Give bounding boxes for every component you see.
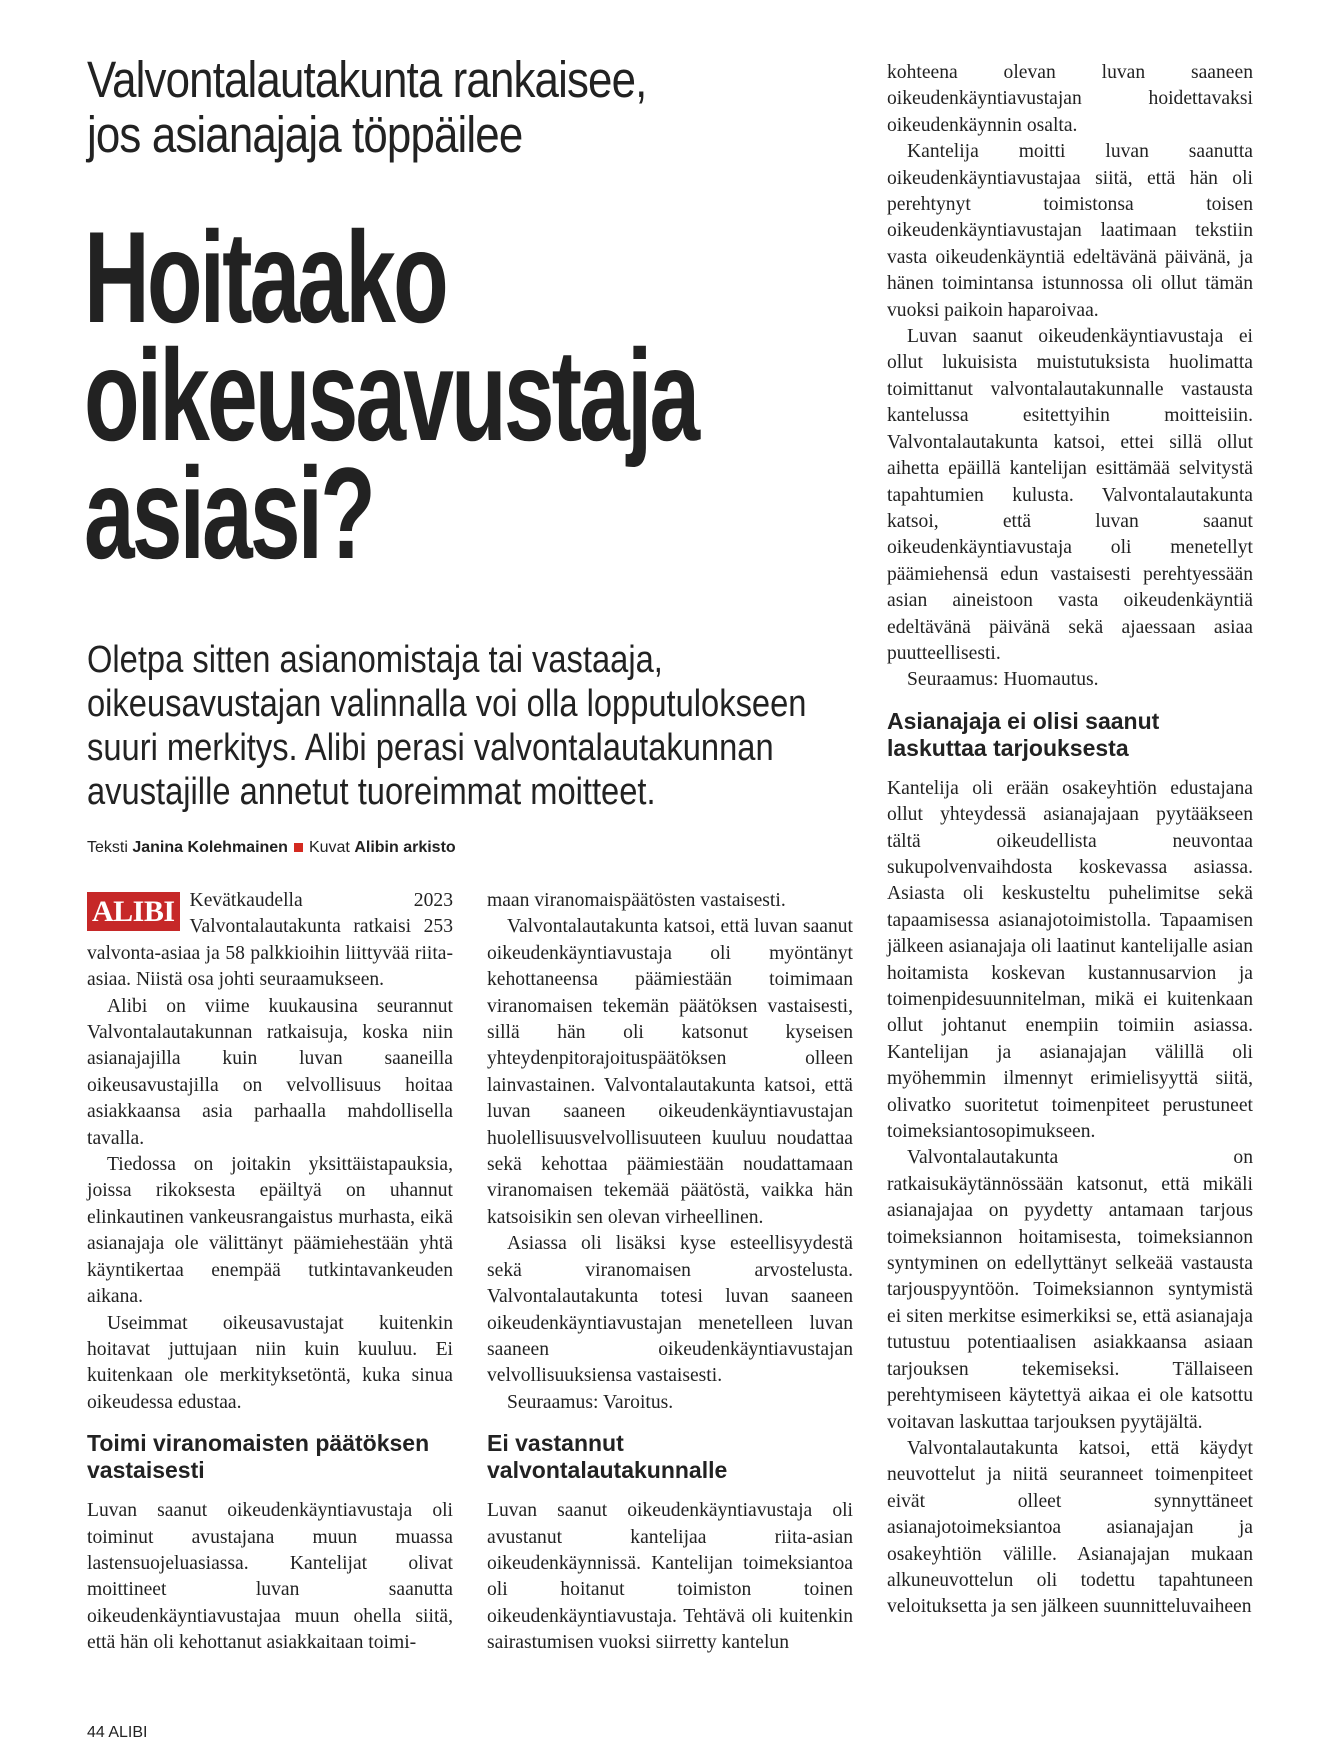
- subheading: Ei vastannut valvontalautakunnalle: [487, 1430, 728, 1484]
- subheading: Asianajaja ei olisi saanut laskuttaa tarjouksesta: [887, 707, 1160, 761]
- paragraph: Seuraamus: Huomautus.: [907, 669, 1099, 691]
- page-footer: 44 ALIBI: [87, 1724, 148, 1741]
- lede-line-2: oikeusavustajan valinnalla voi olla lopputulokseen: [87, 683, 807, 725]
- subheading: Toimi viranomaisten päätöksen vastaisesti: [87, 1430, 430, 1484]
- column-2: [487, 888, 853, 1657]
- paragraph: Valvontalautakunta katsoi, että luvan saanut oikeudenkäyntiavustaja oli myöntänyt kehottaneensa päämiestään toimimaan viranomaisen tekemän päätöksen vastaisesti, sillä hän oli katsonut kyseisen yhteydenpitorajoituspäätöksen olleen lainvastainen. Valvontalautakunta katsoi, että luvan saaneen oikeudenkäyntiavustajan huolellisuusvelvollisuuteen kuuluu noudattaa sekä kehottaa päämiestään noudattamaan viranomaisen tekemää päätöstä, vaikka hän katsoisikin sen olevan virheellinen.: [487, 916, 853, 1228]
- column-3: [887, 60, 1253, 1621]
- lede-line-3: suuri merkitys. Alibi perasi valvontalautakunnan: [87, 727, 774, 769]
- headline-line-1: Hoitaako: [84, 204, 446, 350]
- paragraph: maan viranomaispäätösten vastaisesti.: [487, 890, 786, 911]
- paragraph: Valvontalautakunta on ratkaisukäytännössään katsonut, että mikäli asianajajaa on pyydetty antamaan tarjous toimeksiannon hoitamisesta, toimeksiannon syntyminen on edellyttänyt selkeää vastausta tarjouspyyntöön. Toimeksiannon syntymistä ei siten merkitse esimerkiksi se, että asianajaja tutustuu potentiaalisen asiakkaansa asiaan tarjouksen tekemiseksi. Tällaiseen perehtymiseen käytettyä aikaa ei ole katsottu voitavan laskuttaa tarjouksen pyytäjältä.: [887, 1147, 1253, 1433]
- paragraph: Useimmat oikeusavustajat kuitenkin hoitavat juttujaan niin kuin kuuluu. Ei kuitenkaan ole merkityksetöntä, kuka sinua oikeudessa edustaa.: [87, 1312, 453, 1413]
- paragraph: Valvontalautakunta katsoi, että käydyt neuvottelut ja niitä seuranneet toimenpiteet eivät olleet synnyttäneet asianajotoimeksiantoa asianajajan ja osakeyhtiön välille. Asianajajan mukaan alkuneuvottelun oli todettu tapahtuneen veloituksetta ja sen jälkeen suunnitteluvaiheen: [887, 1437, 1253, 1618]
- paragraph: Tiedossa on joitakin yksittäistapauksia, joissa rikoksesta epäiltyä on uhannut elinkautinen vankeusrangaistus murhasta, eikä asianajaja ole välittänyt päämiehestään yhtä käyntikertaa enempää tutkintavankeuden aikana.: [87, 1154, 453, 1308]
- byline-photo-source: Alibin arkisto: [354, 839, 456, 856]
- paragraph: Luvan saanut oikeudenkäyntiavustaja oli avustanut kantelijaa riita-asian oikeudenkäynnissä. Kantelijan toimeksiantoa oli hoitanut toimiston toinen oikeudenkäyntiavustaja. Tehtävä oli kuitenkin sairastumisen vuoksi siirretty kantelun: [487, 1500, 853, 1654]
- headline: [84, 204, 698, 586]
- paragraph: kohteena olevan luvan saaneen oikeudenkäyntiavustajan hoidettavaksi oikeudenkäynnin osalta.: [887, 62, 1253, 136]
- headline-line-3: asiasi?: [84, 440, 374, 586]
- paragraph: Luvan saanut oikeudenkäyntiavustaja ei ollut lukuisista muistutuksista huolimatta toimittanut valvontalautakunnalle vastausta kantelussa esitettyihin moitteisiin. Valvontalautakunta katsoi, ettei sillä ollut aihetta epäillä kantelijan esittämää selvitystä tapahtumien kulusta. Valvontalautakunta katsoi, että luvan saanut oikeudenkäyntiavustaja oli menetellyt päämiehensä edun vastaisesti perehtyessään asian aineistoon vasta oikeudenkäyntiä edeltävänä päivänä sekä ajaessaan asiaa puutteellisesti.: [887, 326, 1253, 664]
- byline-photo-label: Kuvat: [308, 839, 350, 856]
- lede-line-4: avustajille annetut tuoreimmat moitteet.: [87, 771, 656, 813]
- headline-line-2: oikeusavustaja: [84, 322, 698, 468]
- alibi-logo: ALIBI: [87, 892, 180, 931]
- byline-separator-square: [294, 843, 303, 852]
- paragraph: Seuraamus: Varoitus.: [507, 1391, 674, 1413]
- paragraph: Luvan saanut oikeudenkäyntiavustaja oli toiminut avustajana muun muassa lastensuojeluasiassa. Kantelijat olivat moittineet luvan saanutta oikeudenkäyntiavustajaa muun ohella siitä, että hän oli kehottanut asiakkaitaan toimi-: [87, 1500, 453, 1654]
- paragraph: [87, 888, 453, 994]
- paragraph: Asiassa oli lisäksi kyse esteellisyydestä sekä viranomaisen arvostelusta. Valvontalautakunta totesi luvan saaneen oikeudenkäyntiavustajan menetelleen luvan saaneen oikeudenkäyntiavustajan velvollisuuksiensa vastaisesti.: [487, 1233, 853, 1387]
- kicker-line-2: jos asianajaja töppäilee: [87, 106, 523, 163]
- lede-line-1: Oletpa sitten asianomistaja tai vastaaja,: [87, 639, 663, 681]
- paragraph: Alibi on viime kuukausina seurannut Valvontalautakunnan ratkaisuja, koska niin asianajajilla kuin luvan saaneilla oikeusavustajilla on velvollisuus hoitaa asiakkaansa asia parhaalla mahdollisella tavalla.: [87, 995, 453, 1149]
- kicker-line-1: Valvontalautakunta rankaisee,: [87, 51, 647, 108]
- paragraph: Kantelija moitti luvan saanutta oikeudenkäyntiavustajaa siitä, että hän oli perehtynyt toimistonsa toisen oikeudenkäyntiavustajan laatimaan tekstiin vasta oikeudenkäyntiä edeltävänä päivänä, ja hänen toimintansa istunnossa oli ollut tämän vuoksi paikoin haparoivaa.: [887, 141, 1253, 321]
- column-1: [87, 888, 453, 1657]
- byline-author: Janina Kolehmainen: [132, 839, 288, 856]
- byline: [87, 839, 456, 857]
- intro-text: Kevätkaudella 2023 Valvontalautakunta ratkaisi 253 valvonta-asiaa ja 58 palkkioihin liittyvää riita-asiaa. Niistä osa johti seuraamukseen.: [87, 890, 453, 991]
- lede: [87, 638, 807, 814]
- byline-text-label: Teksti: [87, 839, 128, 856]
- kicker: [87, 52, 723, 162]
- paragraph: Kantelija oli erään osakeyhtiön edustajana ollut yhteydessä asianajajaan pyytääkseen tältä oikeudellista neuvontaa sukupolvenvaihdosta koskevassa asiassa. Asiasta oli keskusteltu puhelimitse sekä tapaamisessa asianajotoimistolla. Tapaamisen jälkeen asianajaja oli laatinut kantelijalle asian hoitamista koskevan kustannusarvion ja toimenpidesuunnitelman, mikä ei kuitenkaan ollut johtanut enempiin toimiin asiassa. Kantelijan ja asianajajan välillä oli myöhemmin ilmennyt erimielisyyttä siitä, olivatko suoritetut toimenpiteet perustuneet toimeksiantosopimukseen.: [887, 777, 1253, 1143]
